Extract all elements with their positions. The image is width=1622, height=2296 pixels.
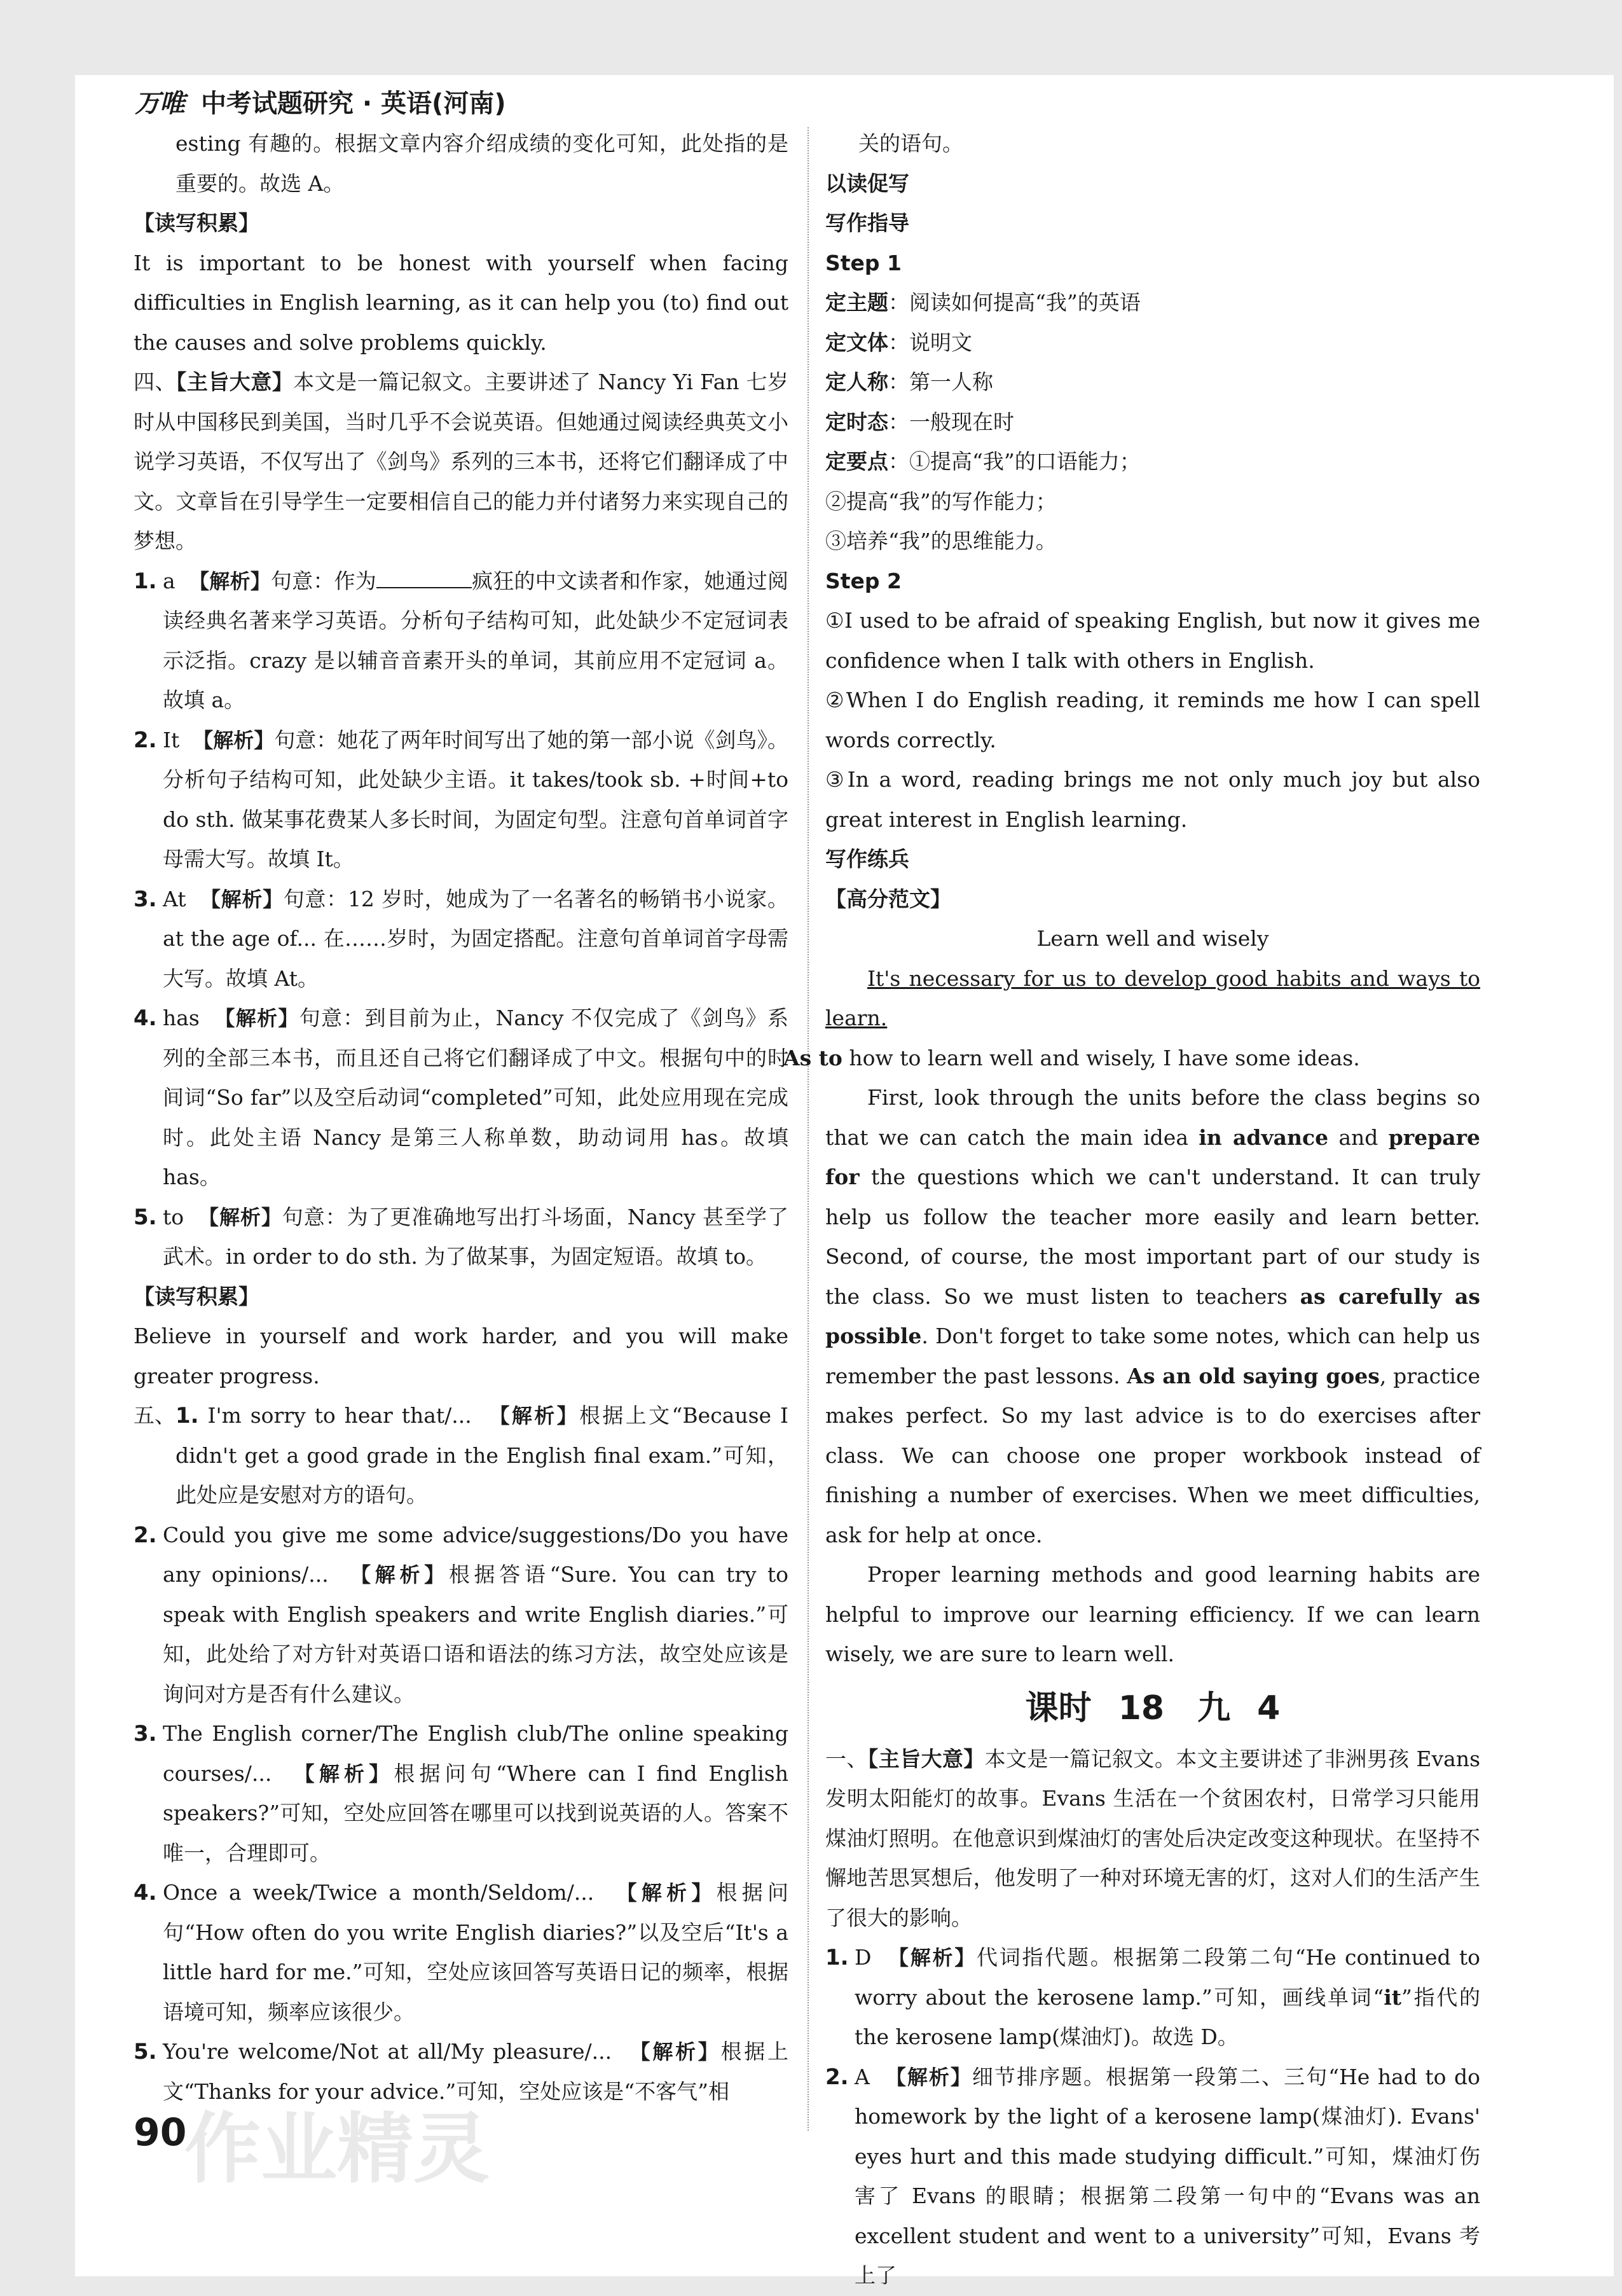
section-1-label: 【主旨大意】	[867, 1746, 985, 1771]
essay-title: Learn well and wisely	[1036, 926, 1269, 951]
essay-paragraph-3: Proper learning methods and good learning habits are helpful to improve our learning efficiency. If we can learn wisely, we are sure to learn well.	[825, 1562, 1480, 1666]
answer-item: 3. At 【解析】句意：12 岁时，她成为了一名著名的畅销书小说家。at the age of... 在……岁时，为固定搭配。注意句首单词首字母需大写。故填 At。	[134, 886, 788, 991]
left-column	[134, 124, 788, 2112]
answer-item: 2. Could you give me some advice/suggestions/Do you have any opinions/... 【解析】根据答语“Sure. You can try to speak with English speakers and write English diaries.”可知，此处给了对方针对英语口语和语法的练习方法，故空处应该是询问对方是否有什么建议。	[134, 1522, 788, 1706]
step1-point: ③培养“我”的思维能力。	[825, 529, 1057, 553]
step2-sentence: ①I used to be afraid of speaking English, but now it gives me confidence when I talk with others in English.	[825, 608, 1480, 673]
reading-writing-label: 【读写积累】	[134, 1283, 259, 1309]
reading-writing-label: 【读写积累】	[134, 211, 259, 235]
step-heading: Step 2	[825, 568, 902, 593]
page-header	[135, 79, 506, 123]
answer-item: 3. The English corner/The English club/The online speaking courses/... 【解析】根据问句“Where can I find English speakers?”可知，空处应回答在哪里可以找到说英语的人。答案不唯一，合理即可。	[134, 1721, 788, 1865]
step-heading: Step 1	[825, 250, 902, 275]
essay-paragraph-2: First, look through the units before the class begins so that we can catch the main idea in advance and prepare for the questions which we can't understand. It can truly help us follow the teacher more easily and learn better. Second, of course, the most important part of our study is the class. So we must listen to teachers as carefully as possible. Don't forget to take some notes, which can help us remember the past lessons. As an old saying goes, practice makes perfect. So my last advice is to do exercises after class. We can choose one proper workbook instead of finishing a number of exercises. When we meet difficulties, ask for help at once.	[825, 1085, 1480, 1547]
answer-item: 4. has 【解析】句意：到目前为止，Nancy 不仅完成了《剑鸟》系列的全部三本书，而且还自己将它们翻译成了中文。根据句中的时间词“So far”以及空后动词“completed”可知，此处应用现在完成时。此处主语 Nancy 是第三人称单数，助动词用 has。故填 has。	[134, 1006, 788, 1189]
answer-item: 1. D 【解析】代词指代题。根据第二段第二句“He continued to worry about the kerosene lamp.”可知，画线单词“it”指代的 the kerosene lamp(煤油灯)。故选 D。	[825, 1945, 1480, 2049]
brand-logo: 万唯	[135, 88, 184, 118]
answer-item: 2. A 【解析】细节排序题。根据第一段第二、三句“He had to do homework by the light of a kerosene lamp(煤油灯). Evans' eyes hurt and this made studying difficult.”可知，煤油灯伤害了 Evans 的眼睛；根据第二段第一句中的“Evans was an excellent student and went to a university”可知，Evans 考上了	[825, 2064, 1480, 2288]
right-column	[783, 124, 1481, 2296]
section-heading: 写作练兵	[825, 847, 909, 871]
step1-item: 定人称：第一人称	[825, 370, 993, 394]
continued-text: 关的语句。	[858, 131, 963, 156]
intro-text: esting 有趣的。根据文章内容介绍成绩的变化可知，此处指的是重要的。故选 A。	[175, 131, 788, 196]
reading-writing-text: Believe in yourself and work harder, and you will make greater progress.	[134, 1324, 788, 1388]
step1-item: 定文体：说明文	[825, 329, 972, 355]
answer-item: 五、 1. I'm sorry to hear that/... 【解析】根据上文“Because I didn't get a good grade in the English final exam.”可知，此处应是安慰对方的语句。	[134, 1403, 788, 1507]
step1-item: 定主题：阅读如何提高“我”的英语	[825, 290, 1141, 315]
section-1-summary: 一、【主旨大意】本文是一篇记叙文。本文主要讲述了非洲男孩 Evans 发明太阳能灯的故事。Evans 生活在一个贫困农村，日常学习只能用煤油灯照明。在他意识到煤油灯的害处后决定改变这种现状。在坚持不懈地苦思冥想后，他发明了一种对环境无害的灯，这对人们的生活产生了很大的影响。	[825, 1746, 1481, 1930]
answer-item: 2. It 【解析】句意：她花了两年时间写出了她的第一部小说《剑鸟》。分析句子结构可知，此处缺少主语。it takes/took sb. +时间+to do sth. 做某事花费某人多长时间，为固定句型。注意句首单词首字母需大写。故填 It。	[134, 727, 788, 871]
answer-item: 1. a 【解析】句意：作为 疯狂的中文读者和作家，她通过阅读经典名著来学习英语。分析句子结构可知，此处缺少不定冠词表示泛指。crazy 是以辅音音素开头的单词，其前应用不定冠词 a。故填 a。	[134, 568, 789, 712]
step1-item: 定时态：一般现在时	[825, 409, 1014, 434]
essay-paragraph-1: It's necessary for us to develop good habits and ways to learn. As to how to learn well and wisely, I have some ideas.	[783, 965, 1480, 1070]
fill-blank	[376, 569, 472, 588]
answer-item: 5. to 【解析】句意：为了更准确地写出打斗场面，Nancy 甚至学了武术。in order to do sth. 为了做某事，为固定短语。故填 to。	[134, 1204, 788, 1269]
section-4-label: 【主旨大意】	[175, 370, 294, 394]
section-heading: 写作指导	[825, 211, 909, 235]
answer-item: 4. Once a week/Twice a month/Seldom/... 【解析】根据问句“How often do you write English diaries?”以及空后“It's a little hard for me.”可知，空处应该回答写英语日记的频率，根据语境可知，频率应该很少。	[134, 1880, 788, 2024]
reading-writing-text: It is important to be honest with yourself when facing difficulties in English learning, as it can help you (to) find out the causes and solve problems quickly.	[134, 250, 788, 355]
answer-item: 5. You're welcome/Not at all/My pleasure/... 【解析】根据上文“Thanks for your advice.”可知，空处应该是“不客气”相	[134, 2039, 789, 2104]
page-number: 90	[134, 2110, 187, 2155]
step2-sentence: ②When I do English reading, it reminds me how I can spell words correctly.	[825, 688, 1480, 752]
step1-point: ②提高“我”的写作能力；	[825, 488, 1057, 514]
model-essay-label: 【高分范文】	[825, 886, 951, 911]
thesis-sentence: It's necessary for us to develop good habits and ways to learn.	[825, 965, 1480, 1030]
column-divider	[808, 127, 809, 2131]
step1-item: 定要点：①提高“我”的口语能力；	[825, 449, 1141, 474]
step2-sentence: ③In a word, reading brings me not only much joy but also great interest in English learning.	[825, 767, 1480, 832]
book-title: 中考试题研究 · 英语(河南)	[201, 88, 506, 118]
section-heading: 以读促写	[825, 170, 909, 196]
lesson-title: 课时 18 九 4	[1025, 1689, 1281, 1727]
section-4-summary: 四、【主旨大意】本文是一篇记叙文。主要讲述了 Nancy Yi Fan 七岁时从中国移民到美国，当时几乎不会说英语。但她通过阅读经典英文小说学习英语，不仅写出了《剑鸟》系列的三本书，还将它们翻译成了中文。文章旨在引导学生一定要相信自己的能力并付诸努力来实现自己的梦想。	[134, 370, 789, 553]
